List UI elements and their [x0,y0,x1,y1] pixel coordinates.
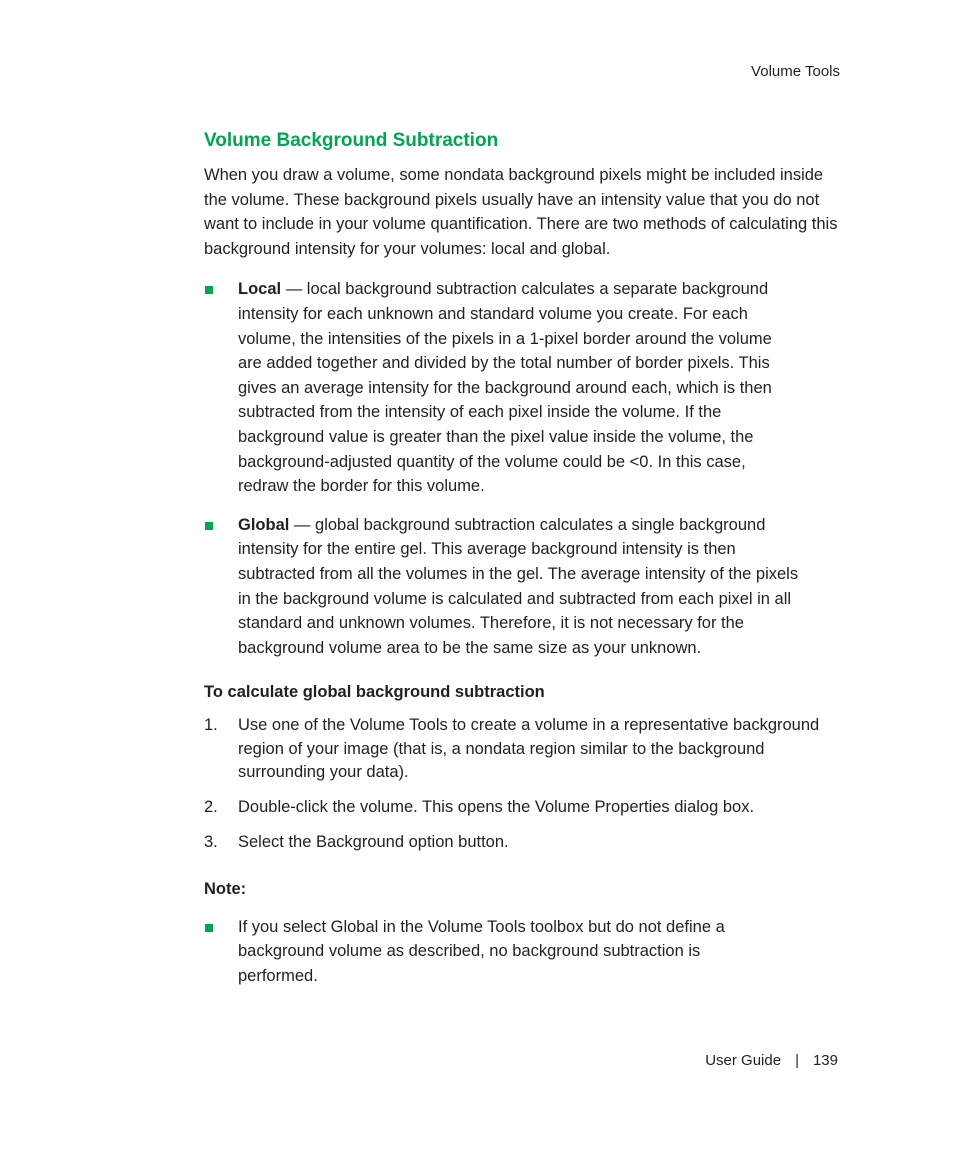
note-label: Note: [204,879,247,898]
page-number: 139 [812,1052,838,1069]
intro-paragraph: When you draw a volume, some nondata background pixels might be included inside the volume. These background pixels usually have an intensity value that you do not want to include in your volume quantification. There are two methods of calculating this background intensity for your volumes: local and global. [204,166,838,258]
step-number: 3. [204,833,218,852]
page-content [204,128,840,1003]
step-1 [204,714,840,784]
step-text: Select the Background option button. [238,833,509,852]
procedure-title: To calculate global background subtraction [204,683,545,702]
list-item-global [204,513,800,661]
step-3 [204,831,840,854]
step-text: Double-click the volume. This opens the Volume Properties dialog box. [238,798,755,817]
section-title: Volume Background Subtraction [204,130,499,151]
footer-guide-label: User Guide [705,1052,782,1069]
footer-separator: | [795,1052,799,1069]
note-list [204,915,840,989]
step-number: 2. [204,798,218,817]
method-list [204,277,840,660]
procedure-steps [204,714,840,854]
step-number: 1. [204,716,218,735]
square-bullet-icon [205,924,213,932]
local-description: — local background subtraction calculates a separate background intensity for each unknown and standard volume you create. For each volume, the intensities of the pixels in a 1-pixel border around the volume are added together and divided by the total number of border pixels. This gives an average intensity for the background around each, which is then subtracted from the intensity of each pixel inside the volume. If the background value is greater than the pixel value inside the volume, the background-adjusted quantity of the volume could be <0. In this case, redraw the border for this volume. [238,280,772,496]
term-global: Global [238,515,290,534]
step-2 [204,796,840,819]
running-header: Volume Tools [751,63,840,80]
page-footer [705,1052,838,1069]
list-item-local [204,277,800,498]
note-item [204,915,778,989]
note-text: If you select Global in the Volume Tools toolbox but do not define a background volume as described, no background subtraction is performed. [238,917,725,985]
global-description: — global background subtraction calculates a single background intensity for the entire gel. This average background intensity is then subtracted from all the volumes in the gel. The average intensity of the pixels in the background volume is calculated and subtracted from each pixel in all standard and unknown volumes. Therefore, it is not necessary for the background volume area to be the same size as your unknown. [238,515,799,657]
square-bullet-icon [205,286,213,294]
term-local: Local [238,280,282,299]
square-bullet-icon [205,522,213,530]
step-text: Use one of the Volume Tools to create a volume in a representative background region of your image (that is, a nondata region similar to the background surrounding your data). [238,716,820,781]
